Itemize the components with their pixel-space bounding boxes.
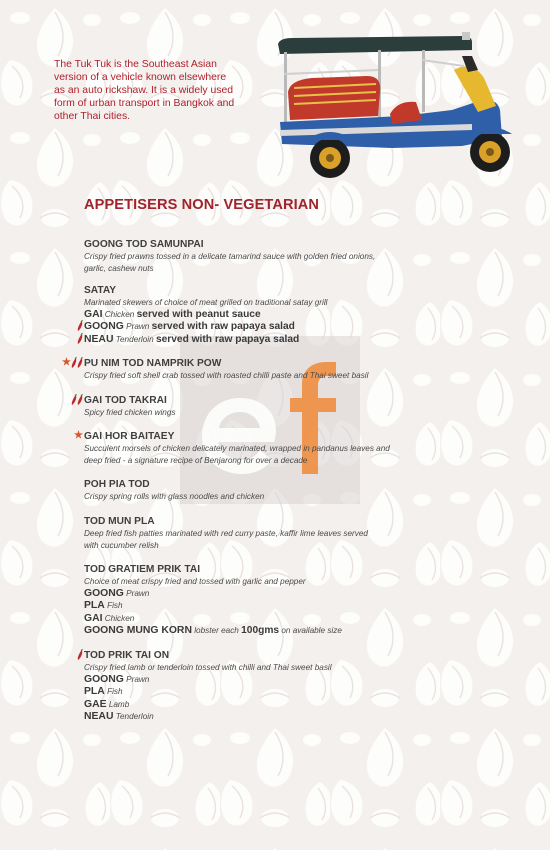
description-line: Deep fried fish patties marinated with red curry paste, kaffir lime leaves served	[84, 528, 368, 538]
option-note: Fish	[107, 601, 123, 611]
option-code: GAI	[84, 612, 103, 624]
intro-line: version of a vehicle known elsewhere	[54, 72, 227, 83]
option-note: on available size	[281, 625, 342, 635]
option-line	[84, 686, 414, 698]
option-code: GOONG	[84, 673, 124, 685]
description-line: Choice of meat crispy fried and tossed with garlic and pepper	[84, 577, 306, 587]
item-description	[84, 576, 414, 588]
chili-icon	[77, 649, 83, 661]
menu-item	[84, 650, 414, 723]
menu-item	[84, 239, 414, 274]
tuk-tuk-image	[272, 30, 517, 190]
menu-item	[62, 357, 414, 382]
description-line: Spicy fried chicken wings	[84, 407, 176, 417]
option-code: NEAU	[84, 711, 114, 723]
option-code: PLA	[84, 686, 105, 698]
item-description	[84, 491, 414, 503]
option-line	[84, 699, 414, 711]
description-line: Marinated skewers of choice of meat grilled on traditional satay grill	[84, 298, 328, 308]
option-note: Lamb	[108, 699, 130, 709]
item-name: GOONG TOD SAMUNPAI	[84, 239, 204, 250]
option-line	[84, 613, 414, 625]
item-name: PU NIM TOD NAMPRIK POW	[84, 358, 222, 369]
option-note: Tenderloin	[115, 712, 154, 722]
option-line	[84, 711, 414, 723]
option-code: GOONG	[84, 321, 124, 333]
item-description	[84, 297, 414, 309]
option-extra: served with peanut sauce	[136, 308, 261, 320]
item-description	[84, 443, 414, 466]
item-name: GAI TOD TAKRAI	[84, 394, 167, 406]
item-name: GAI HOR BAITAEY	[84, 431, 175, 443]
option-note: Tenderloin	[115, 334, 154, 344]
description-line: garlic, cashew nuts	[84, 263, 154, 273]
item-description	[84, 251, 414, 274]
item-name: TOD GRATIEM PRIK TAI	[84, 564, 201, 576]
option-line	[84, 334, 414, 346]
intro-line: as an auto rickshaw. It is a widely used	[54, 85, 234, 96]
menu-section	[62, 197, 414, 734]
option-line	[84, 588, 414, 600]
description-line: with cucumber relish	[84, 540, 159, 550]
menu-item	[84, 516, 414, 551]
option-note: lobster each	[194, 625, 239, 635]
option-code: GAI	[84, 308, 103, 320]
star-icon: ★	[74, 430, 83, 442]
option-note: Chicken	[104, 613, 135, 623]
option-line	[84, 321, 414, 333]
item-markers	[71, 394, 83, 406]
menu-item	[84, 395, 414, 419]
option-note: Prawn	[126, 674, 150, 684]
section-title: APPETISERS NON- VEGETARIAN	[84, 197, 320, 213]
description-line: Succulent morsels of chicken delicately marinated, wrapped in pandanus leaves and	[84, 444, 390, 454]
description-line: Crispy fried lamb or tenderloin tossed with chilli and Thai sweet basil	[84, 663, 332, 673]
option-note: Prawn	[126, 588, 150, 598]
option-line	[84, 674, 414, 686]
option-note: Fish	[107, 687, 123, 697]
intro-line: other Thai cities.	[54, 111, 131, 122]
option-note: Chicken	[104, 309, 135, 319]
intro-paragraph	[54, 58, 269, 123]
star-icon: ★	[62, 357, 71, 368]
item-markers	[77, 333, 83, 345]
item-description	[84, 662, 414, 674]
description-line: deep fried - a signature recipe of Benjarong for over a decade	[84, 455, 308, 465]
description-line: Crispy spring rolls with glass noodles and chicken	[84, 492, 265, 502]
option-code: PLA	[84, 600, 105, 612]
description-line: Crispy fried prawns tossed in a delicate tamarind sauce with golden fried onions,	[84, 252, 376, 261]
option-code: GAE	[84, 698, 107, 710]
item-name-row	[84, 650, 414, 662]
menu-item	[84, 285, 414, 346]
description-line: Crispy fried soft shell crab tossed with roasted chilli paste and Thai sweet basil	[84, 371, 369, 380]
item-name: TOD PRIK TAI ON	[84, 650, 170, 662]
intro-line: form of urban transport in Bangkok and	[54, 98, 235, 109]
option-extra: served with raw papaya salad	[151, 321, 295, 333]
option-line	[84, 600, 414, 612]
option-line	[84, 625, 414, 637]
option-note: Prawn	[126, 322, 150, 332]
item-description	[84, 370, 414, 382]
item-name: TOD MUN PLA	[84, 515, 155, 527]
item-description	[84, 407, 414, 419]
item-name-row	[84, 395, 414, 407]
option-line	[84, 309, 414, 321]
item-name: POH PIA TOD	[84, 479, 150, 491]
chili-icon	[77, 394, 83, 406]
item-markers	[77, 320, 83, 332]
item-name-row	[74, 430, 414, 443]
option-code: GOONG MUNG KORN	[84, 624, 192, 636]
option-code: GOONG	[84, 587, 124, 599]
menu-item	[84, 564, 414, 637]
option-size: 100gms	[241, 624, 280, 636]
item-description	[84, 528, 414, 551]
item-markers	[62, 357, 83, 369]
item-markers	[77, 649, 83, 661]
option-extra: served with raw papaya salad	[155, 333, 300, 345]
intro-line: The Tuk Tuk is the Southeast Asian	[54, 59, 217, 70]
chili-icon	[77, 357, 83, 369]
chili-icon	[77, 320, 83, 332]
chili-icon	[77, 333, 83, 345]
option-code: NEAU	[84, 333, 114, 345]
item-name: SATAY	[84, 285, 117, 297]
menu-item	[84, 479, 414, 503]
item-name-row	[62, 357, 414, 370]
menu-item	[74, 430, 414, 466]
item-markers	[74, 430, 83, 442]
